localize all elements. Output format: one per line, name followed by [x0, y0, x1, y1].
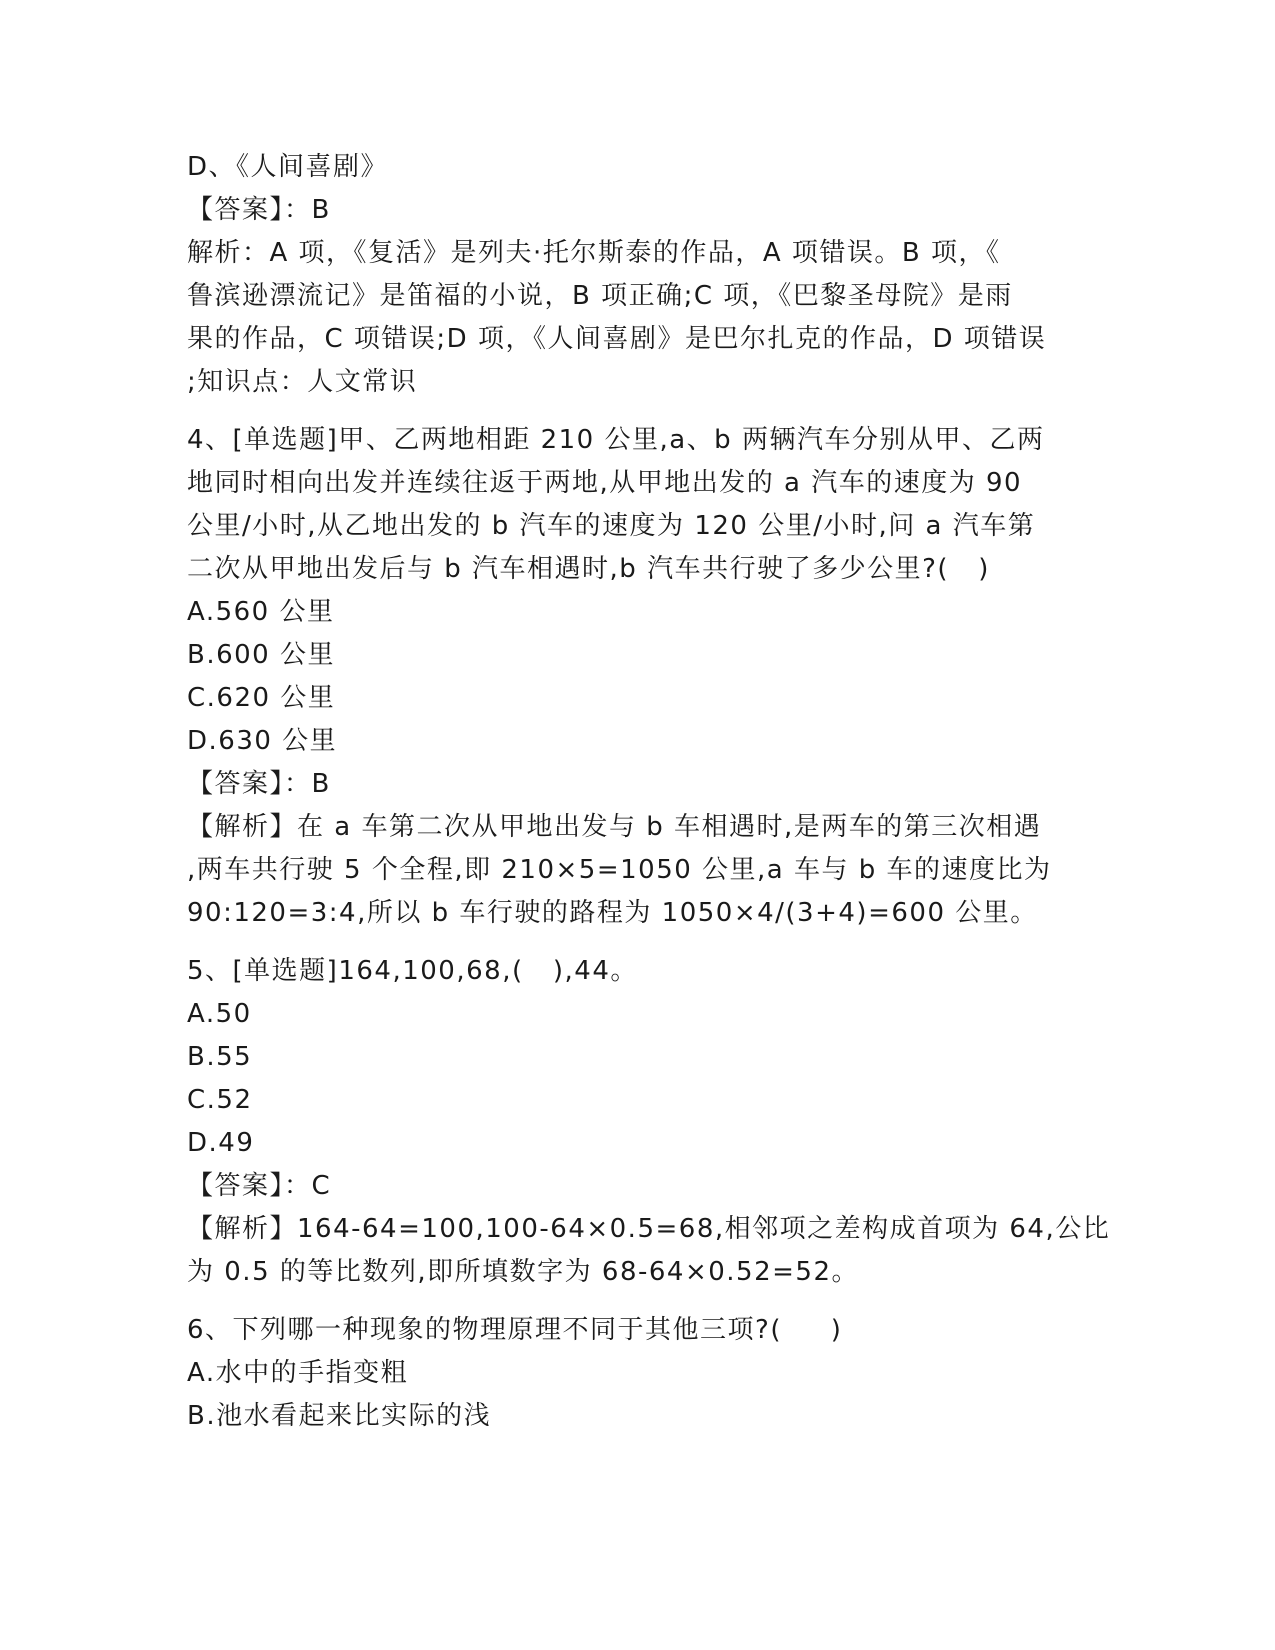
question-stem: 地同时相向出发并连续往返于两地,从甲地出发的 a 汽车的速度为 90 — [187, 468, 1023, 498]
option-b: B.池水看起来比实际的浅 — [187, 1401, 492, 1431]
answer-line: 【答案】：B — [187, 195, 331, 225]
option-d: D.49 — [187, 1128, 255, 1158]
analysis-line: 果的作品，C 项错误;D 项，《人间喜剧》是巴尔扎克的作品，D 项错误 — [187, 324, 1047, 354]
question-stem: 公里/小时,从乙地出发的 b 汽车的速度为 120 公里/小时,问 a 汽车第 — [187, 511, 1036, 541]
question-stem: 二次从甲地出发后与 b 汽车相遇时,b 汽车共行驶了多少公里?( ) — [187, 554, 990, 584]
analysis-line: 90:120=3:4,所以 b 车行驶的路程为 1050×4/(3+4)=600 公里。 — [187, 898, 1038, 928]
analysis-line: 【解析】在 a 车第二次从甲地出发与 b 车相遇时,是两车的第三次相遇 — [187, 812, 1042, 842]
answer-line: 【答案】：B — [187, 769, 331, 799]
question-stem: 6、下列哪一种现象的物理原理不同于其他三项?( ) — [187, 1315, 843, 1345]
analysis-line: 【解析】164-64=100,100-64×0.5=68,相邻项之差构成首项为 64,公比 — [187, 1214, 1111, 1244]
option-d: D、《人间喜剧》 — [187, 152, 389, 182]
document-page — [187, 146, 1111, 1438]
question-5 — [187, 950, 1111, 1294]
question-stem: 4、[单选题]甲、乙两地相距 210 公里,a、b 两辆汽车分别从甲、乙两 — [187, 425, 1045, 455]
analysis-line: ;知识点：人文常识 — [187, 367, 418, 397]
analysis-line: ,两车共行驶 5 个全程,即 210×5=1050 公里,a 车与 b 车的速度比为 — [187, 855, 1052, 885]
option-b: B.55 — [187, 1042, 253, 1072]
option-b: B.600 公里 — [187, 640, 335, 670]
analysis-line: 为 0.5 的等比数列,即所填数字为 68-64×0.52=52。 — [187, 1257, 860, 1287]
option-a: A.560 公里 — [187, 597, 335, 627]
option-a: A.50 — [187, 999, 252, 1029]
option-a: A.水中的手指变粗 — [187, 1358, 409, 1388]
option-c: C.52 — [187, 1085, 253, 1115]
analysis-line: 解析：A 项，《复活》是列夫·托尔斯泰的作品，A 项错误。B 项，《 — [187, 238, 1001, 268]
question-stem: 5、[单选题]164,100,68,( ),44。 — [187, 956, 638, 986]
analysis-line: 鲁滨逊漂流记》是笛福的小说，B 项正确;C 项，《巴黎圣母院》是雨 — [187, 281, 1013, 311]
question-3-tail — [187, 146, 1087, 404]
answer-line: 【答案】：C — [187, 1171, 332, 1201]
question-6 — [187, 1309, 1087, 1438]
option-d: D.630 公里 — [187, 726, 338, 756]
question-4 — [187, 419, 1087, 935]
option-c: C.620 公里 — [187, 683, 336, 713]
